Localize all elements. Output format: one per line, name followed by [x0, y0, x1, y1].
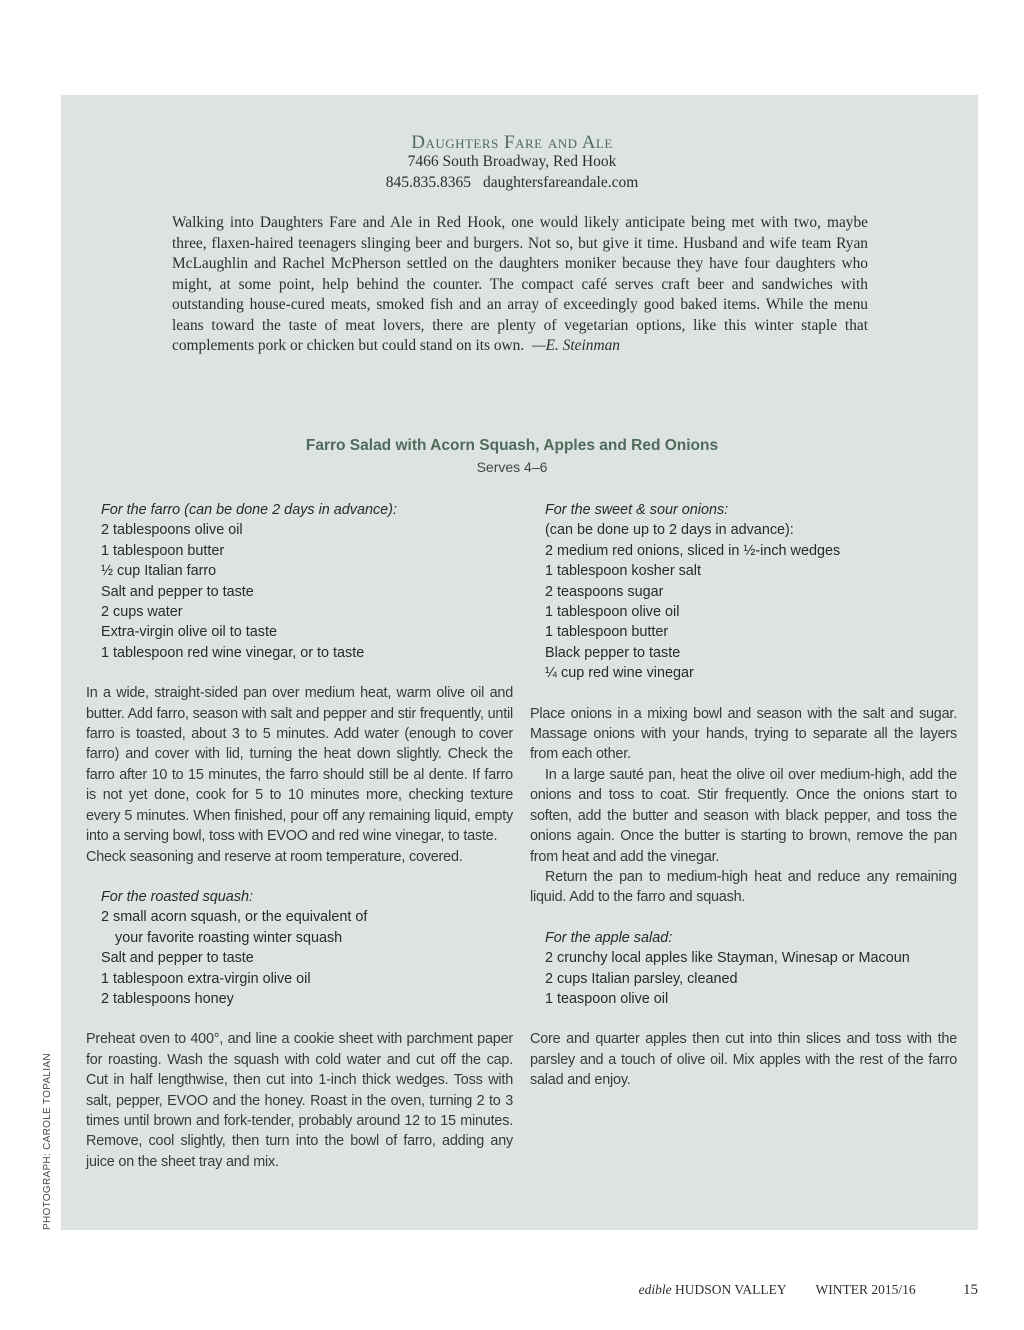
issue-label: WINTER 2015/16 [815, 1282, 916, 1297]
onions-heading: For the sweet & sour onions: [545, 502, 729, 518]
onions-ingredient: (can be done up to 2 days in advance): [545, 522, 794, 539]
squash-ingredient: 2 tablespoons honey [101, 990, 234, 1007]
farro-method: In a wide, straight-sided pan over medium heat, warm olive oil and butter. Add farro, season with salt and pepper and stir frequently, until farro is toasted, about 3 to 5 minutes. Add water (enough to cover farro) and cover with lid, turning the heat down slightly. Check the farro after 10 to 15 minutes, the farro should still be al dente. If farro is not yet done, cook for 5 to 10 minutes more, checking texture every 5 minutes. When finished, pour off any remaining liquid, empty into a serving bowl, toss with EVOO and red wine vinegar, to taste. [86, 685, 513, 845]
onions-ingredient: ¼ cup red wine vinegar [545, 665, 694, 682]
squash-ingredient: Salt and pepper to taste [101, 950, 254, 967]
restaurant-phone: 845.835.8365 [385, 174, 471, 191]
farro-method-seasoning: Check seasoning and reserve at room temperature, covered. [86, 848, 463, 865]
apple-heading: For the apple salad: [545, 929, 673, 946]
farro-ingredient: 2 tablespoons olive oil [101, 522, 243, 539]
onions-ingredient: 1 tablespoon butter [545, 624, 669, 641]
squash-method: Preheat oven to 400°, and line a cookie sheet with parchment paper for roasting. Wash the squash with cold water and cut off the cap. Cut in half lengthwise, then cut into 1-inch thick wedges. Toss with salt, pepper, EVOO and the honey. Roast in the oven, turning 2 to 3 times until brown and fork-tender, probably around 12 to 15 minutes. Remove, cool slightly, then turn into the bowl of farro, adding any juice on the sheet tray and mix. [86, 1031, 513, 1170]
intro-paragraph [172, 213, 868, 357]
onions-ingredient: 1 tablespoon kosher salt [545, 563, 701, 580]
apple-method: Core and quarter apples then cut into thin slices and toss with the parsley and a touch of olive oil. Mix apples with the rest of the farro salad and enjoy. [530, 1031, 957, 1089]
recipe-left-column [86, 500, 513, 1172]
recipe-title: Farro Salad with Acorn Squash, Apples and Red Onions [305, 437, 719, 454]
squash-ingredient-line1: 2 small acorn squash, or the equivalent of [101, 909, 368, 926]
onions-ingredient: 2 teaspoons sugar [545, 583, 664, 600]
restaurant-name: Daughters Fare and Ale [411, 132, 613, 153]
intro-text: Walking into Daughters Fare and Ale in Red Hook, one would likely anticipate being met with two, maybe three, flaxen-haired teenagers slinging beer and burgers. Not so, but give it time. Husband and wife team Ryan McLaughlin and Rachel McPherson settled on the daughters moniker because they have four daughters who might, at some point, help behind the counter. The compact café serves craft beer and sandwiches with outstanding house-cured meats, smoked fish and an array of exceedingly good baked items. While the menu leans toward the taste of meat lovers, there are plenty of vegetarian options, like this winter staple that complements pork or chicken but could stand on its own. [172, 214, 868, 354]
squash-heading: For the roasted squash: [101, 888, 253, 905]
restaurant-website[interactable]: daughtersfareandale.com [482, 174, 639, 191]
restaurant-address: 7466 South Broadway, Red Hook [407, 153, 617, 170]
squash-ingredient: 1 tablespoon extra-virgin olive oil [101, 970, 311, 987]
apple-ingredient: 2 crunchy local apples like Stayman, Winesap or Macoun [545, 950, 910, 967]
recipe-right-column [530, 500, 957, 1091]
farro-ingredient: 1 tablespoon red wine vinegar, or to taste [101, 644, 365, 661]
farro-ingredient: 2 cups water [101, 604, 183, 621]
intro-author: —E. Steinman [531, 337, 620, 354]
onions-method: Place onions in a mixing bowl and season with the salt and sugar. Massage onions with your hands, trying to separate all the layers from each other. [530, 705, 957, 763]
farro-ingredient: Extra-virgin olive oil to taste [101, 624, 277, 641]
farro-heading: For the farro (can be done 2 days in advance): [101, 502, 397, 518]
page-footer [639, 1282, 978, 1299]
apple-ingredient: 1 teaspoon olive oil [545, 990, 669, 1007]
restaurant-contact [0, 174, 1024, 192]
recipe-serves: Serves 4–6 [476, 459, 548, 475]
magazine-name: HUDSON VALLEY [674, 1282, 787, 1297]
farro-ingredient: ½ cup Italian farro [101, 563, 217, 580]
onions-ingredient: 2 medium red onions, sliced in ½-inch wedges [545, 542, 841, 559]
squash-ingredient-line2: your favorite roasting winter squash [115, 929, 343, 946]
onions-method: Return the pan to medium-high heat and reduce any remaining liquid. Add to the farro and squash. [530, 868, 957, 906]
farro-ingredient: 1 tablespoon butter [101, 542, 225, 559]
farro-ingredient: Salt and pepper to taste [101, 583, 254, 600]
apple-ingredient: 2 cups Italian parsley, cleaned [545, 970, 738, 987]
onions-ingredient: 1 tablespoon olive oil [545, 604, 680, 621]
page-number: 15 [963, 1282, 978, 1298]
onions-ingredient: Black pepper to taste [545, 644, 681, 661]
magazine-edible: edible [638, 1282, 672, 1297]
onions-method: In a large sauté pan, heat the olive oil over medium-high, add the onions and toss to coat. Stir frequently. Once the onions start to soften, add the butter and season with black pepper, and toss the onions again. Once the butter is starting to brown, remove the pan from heat and add the vinegar. [530, 766, 957, 865]
squash-ingredient [86, 907, 513, 948]
photo-credit: PHOTOGRAPH: CAROLE TOPALIAN [42, 1053, 53, 1230]
